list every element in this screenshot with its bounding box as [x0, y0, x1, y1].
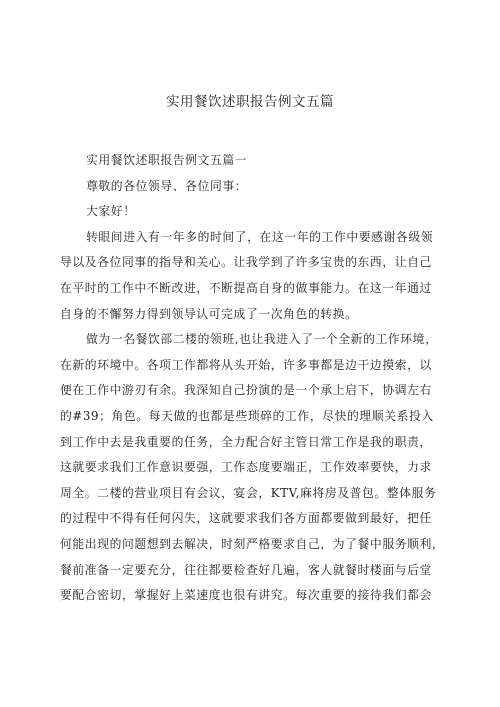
paragraph-line: 在平时的工作中不断改进，不断提高自身的做事能力。在这一年通过 — [60, 280, 432, 295]
paragraph-line: 这就要求我们工作意识要强，工作态度要端正，工作效率要快，力求 — [60, 460, 432, 475]
paragraph-line: 何能出现的问题想到去解决，时刻严格要求自己，为了餐中服务顺利， — [60, 536, 444, 551]
paragraph-line: 转眼间进入有一年多的时间了，在这一年的工作中要感谢各级领 — [86, 229, 434, 244]
paragraph-line: 的#39；角色。每天做的也都是些琐碎的工作，尽快的理顺关系投入 — [60, 408, 434, 423]
paragraph-line: 周全。二楼的营业项目有会议，宴会，KTV,麻将房及普包。整体服务 — [60, 485, 437, 500]
section-heading: 实用餐饮述职报告例文五篇一 — [86, 153, 248, 167]
paragraph-line: 自身的不懈努力得到领导认可完成了一次角色的转换。 — [60, 306, 358, 321]
paragraph-line: 要配合密切，掌握好上菜速度也很有讲究。每次重要的接待我们都会 — [60, 588, 432, 603]
salutation: 尊敬的各位领导、各位同事： — [86, 178, 248, 193]
paragraph-line: 导以及各位同事的指导和关心。让我学到了许多宝贵的东西，让自己 — [60, 255, 432, 270]
paragraph-line: 的过程中不得有任何闪失，这就要求我们各方面都要做到最好，把任 — [60, 511, 432, 526]
paragraph-line: 到工作中去是我重要的任务，全力配合好主管日常工作是我的职责， — [60, 434, 432, 449]
paragraph-line: 便在工作中游刃有余。我深知自己扮演的是一个承上启下，协调左右 — [60, 383, 432, 398]
document-body — [60, 148, 444, 609]
paragraph-line: 在新的环境中。各项工作都将从头开始，许多事都是边干边摸索，以 — [60, 357, 432, 372]
document-title: 实用餐饮述职报告例文五篇 — [166, 94, 334, 110]
paragraph-line: 做为一名餐饮部二楼的领班,也让我进入了一个全新的工作环境， — [86, 332, 438, 347]
greeting: 大家好！ — [86, 204, 136, 219]
paragraph-line: 餐前准备一定要充分，往往都要检查好几遍，客人就餐时楼面与后堂 — [60, 562, 432, 577]
